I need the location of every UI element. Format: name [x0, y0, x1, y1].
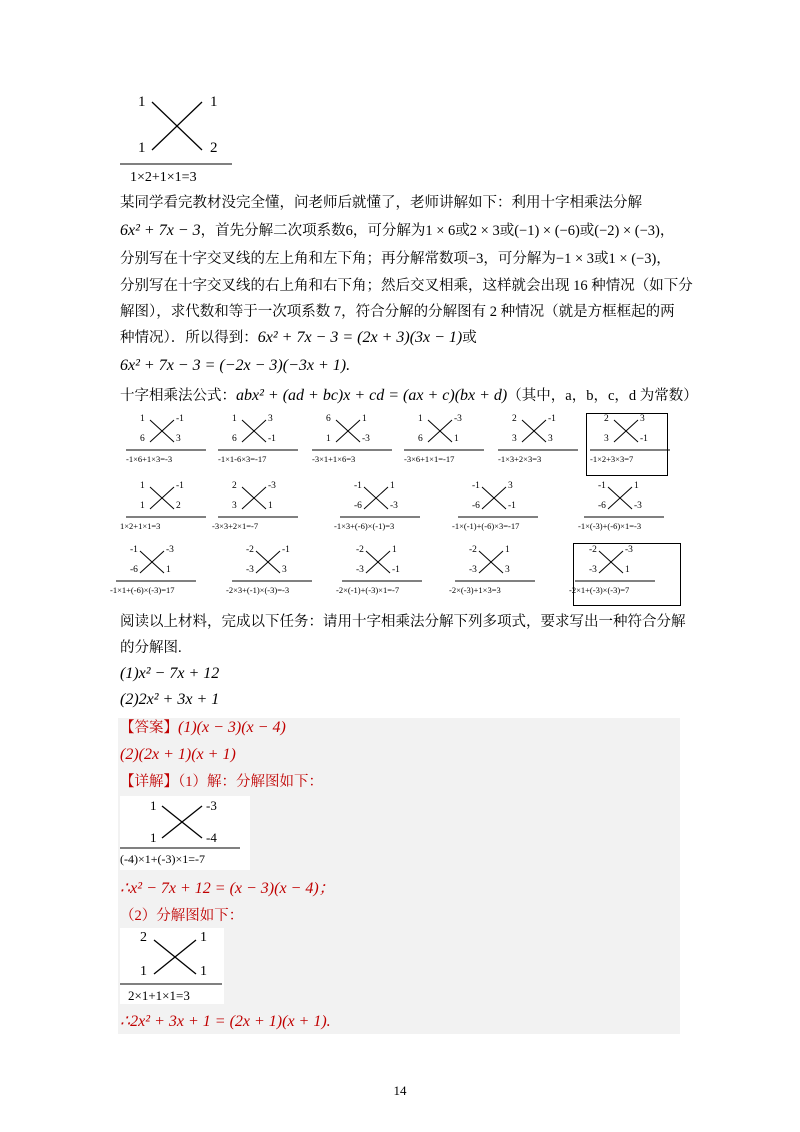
detail-result-1 — [120, 879, 335, 899]
grid-top-left: 1 — [140, 481, 145, 491]
grid-top-left: 6 — [326, 414, 331, 424]
grid-top-right: -3 — [625, 545, 633, 555]
para-line-6 — [120, 328, 477, 348]
grid-cross-diagram-14 — [336, 545, 437, 605]
grid-top-left: -2 — [469, 545, 477, 555]
grid-bottom-right: 3 — [548, 434, 553, 444]
grid-bottom-right: 3 — [176, 434, 181, 444]
grid-cross-diagram-13 — [226, 545, 327, 605]
factor-result-2: 6x² + 7x − 3 = (−2x − 3)(−3x + 1). — [120, 357, 351, 374]
detail-cross-diagram-1 — [120, 796, 250, 870]
grid-cross-diagram-9 — [334, 481, 435, 541]
grid-top-left: 1 — [418, 414, 423, 424]
cross-top-right: 1 — [210, 94, 218, 110]
grid-caption: -1×6+1×3=-3 — [126, 454, 173, 464]
grid-cross-diagram-8 — [212, 481, 313, 541]
grid-top-right: -3 — [454, 414, 462, 424]
grid-caption: -3×3+2×1=-7 — [212, 521, 259, 531]
grid-caption: -3×1+1×6=3 — [312, 454, 356, 464]
grid-caption: -2×1+(-3)×(-3)=7 — [569, 585, 630, 595]
grid-top-left: -2 — [246, 545, 254, 555]
grid-top-right: 1 — [505, 545, 510, 555]
grid-top-right: 3 — [268, 414, 273, 424]
grid-caption: -2×(-3)+1×3=3 — [449, 585, 501, 595]
grid-cross-lines — [126, 481, 221, 541]
grid-top-right: -1 — [282, 545, 290, 555]
grid-top-right: 1 — [390, 481, 395, 491]
grid-top-right: -1 — [548, 414, 556, 424]
grid-bottom-right: -1 — [640, 434, 648, 444]
grid-bottom-left: -3 — [589, 565, 597, 575]
grid-top-left: -1 — [354, 481, 362, 491]
grid-bottom-right: 3 — [505, 565, 510, 575]
d2-bottom-right: 1 — [200, 964, 207, 979]
grid-cross-lines — [404, 414, 499, 474]
grid-cross-diagram-2 — [218, 414, 313, 474]
grid-top-right: 1 — [392, 545, 397, 555]
grid-bottom-right: -1 — [392, 565, 400, 575]
para-line-2 — [120, 221, 674, 241]
grid-bottom-left: 6 — [232, 434, 237, 444]
factor-result-1: 6x² + 7x − 3 = (2x + 3)(3x − 1) — [257, 329, 463, 346]
formula-expression: abx² + (ad + bc)x + cd = (ax + c)(bx + d) — [236, 387, 508, 404]
grid-cross-diagram-10 — [452, 481, 553, 541]
grid-top-left: -1 — [598, 481, 606, 491]
grid-cross-lines — [126, 414, 221, 474]
grid-cross-lines — [218, 481, 313, 541]
grid-bottom-right: -1 — [508, 501, 516, 511]
detail-intro-2: （2）分解图如下： — [120, 908, 244, 924]
grid-bottom-left: -3 — [356, 565, 364, 575]
grid-caption: 1×2+1×1=3 — [120, 521, 161, 531]
grid-top-right: -1 — [176, 414, 184, 424]
grid-top-right: 3 — [640, 414, 645, 424]
grid-caption: -1×1+(-6)×(-3)=17 — [110, 585, 175, 595]
grid-cross-lines — [455, 545, 550, 605]
para-line-5: 解图），求代数和等于一次项系数 7，符合分解的分解图有 2 种情况（就是方框框起的两 — [120, 304, 675, 320]
formula-label: 十字相乘法公式： — [120, 388, 236, 404]
answer-1: (1)(x − 3)(x − 4) — [178, 719, 286, 736]
grid-caption: -1×2+3×3=7 — [590, 454, 634, 464]
grid-caption: -2×3+(-1)×(-3)=-3 — [226, 585, 290, 595]
grid-bottom-left: -6 — [472, 501, 480, 511]
grid-caption: -1×3+(-6)×(-1)=3 — [334, 521, 395, 531]
grid-cross-lines — [340, 481, 435, 541]
result-2-expression: ∴2x² + 3x + 1 = (2x + 1)(x + 1). — [120, 1013, 331, 1030]
grid-caption: -1×(-3)+(-6)×1=-3 — [578, 521, 642, 531]
cross-bottom-right: 2 — [210, 140, 218, 156]
grid-caption: -2×(-1)+(-3)×1=-7 — [336, 585, 400, 595]
d2-caption: 2×1+1×1=3 — [128, 988, 190, 1003]
grid-bottom-right: -3 — [634, 501, 642, 511]
detail-line — [120, 772, 323, 792]
grid-caption: -1×1-6×3=-17 — [218, 454, 267, 464]
grid-cross-lines — [342, 545, 437, 605]
grid-cross-lines — [584, 481, 679, 541]
grid-bottom-left: 1 — [140, 501, 145, 511]
detail-tag: 【详解】 — [120, 774, 178, 790]
grid-bottom-left: 3 — [604, 434, 609, 444]
para-line-1: 某同学看完教材没完全懂，问老师后就懂了，老师讲解如下：利用十字相乘法分解 — [120, 195, 642, 211]
grid-cross-lines — [458, 481, 553, 541]
grid-cross-diagram-11 — [578, 481, 679, 541]
grid-cross-lines — [116, 545, 211, 605]
d2-bottom-left: 1 — [140, 964, 147, 979]
para-line-3: 分别写在十字交叉线的左上角和左下角；再分解常数项−3，可分解为−1 × 3或1 × (−3)， — [120, 251, 671, 267]
grid-bottom-left: -6 — [598, 501, 606, 511]
grid-cross-diagram-3 — [312, 414, 407, 474]
result-1-expression: ∴x² − 7x + 12 = (x − 3)(x − 4)； — [120, 880, 335, 897]
para-line-2-text: ，首先分解二次项系数6，可分解为1 × 6或2 × 3或(−1) × (−6)或(−2) × (−3)， — [200, 223, 675, 239]
d1-bottom-right: -4 — [206, 830, 217, 845]
grid-top-right: -3 — [166, 545, 174, 555]
d1-bottom-left: 1 — [150, 830, 157, 845]
grid-top-left: 2 — [604, 414, 609, 424]
grid-top-left: 1 — [140, 414, 145, 424]
d1-top-left: 1 — [150, 798, 157, 813]
cross-top-left: 1 — [138, 94, 146, 110]
grid-bottom-right: 1 — [454, 434, 459, 444]
detail-result-2 — [120, 1012, 331, 1032]
grid-caption: -1×3+2×3=3 — [498, 454, 542, 464]
top-cross-diagram — [120, 88, 240, 188]
grid-bottom-right: 3 — [282, 565, 287, 575]
para-line-6-text: 种情况）．所以得到： — [120, 330, 258, 346]
grid-top-left: 1 — [232, 414, 237, 424]
grid-top-left: 2 — [232, 481, 237, 491]
page-number: 14 — [393, 1083, 407, 1098]
d1-caption: (-4)×1+(-3)×1=-7 — [120, 852, 206, 866]
question-2: (2)2x² + 3x + 1 — [120, 691, 220, 708]
grid-cross-lines — [312, 414, 407, 474]
detail-cross-diagram-2 — [120, 928, 224, 1004]
grid-bottom-left: -6 — [354, 501, 362, 511]
grid-cross-diagram-12 — [110, 545, 211, 605]
grid-cross-lines — [232, 545, 327, 605]
detail-intro: （1）解：分解图如下： — [178, 774, 323, 790]
grid-bottom-left: -6 — [130, 565, 138, 575]
formula-line — [120, 386, 698, 406]
grid-bottom-left: 6 — [418, 434, 423, 444]
grid-cross-diagram-7 — [120, 481, 221, 541]
question-1: (1)x² − 7x + 12 — [120, 665, 220, 682]
grid-bottom-left: -3 — [469, 565, 477, 575]
grid-cross-diagram-15 — [449, 545, 550, 605]
grid-cross-lines — [498, 414, 593, 474]
grid-bottom-right: -3 — [390, 501, 398, 511]
grid-caption: -3×6+1×1=-17 — [404, 454, 455, 464]
answer-tag: 【答案】 — [120, 720, 178, 736]
cross-caption: 1×2+1×1=3 — [130, 170, 197, 185]
answer-line-1 — [120, 718, 286, 738]
formula-note: （其中，a，b，c，d 为常数） — [507, 388, 698, 404]
d2-top-right: 1 — [200, 930, 207, 945]
grid-caption: -1×(-1)+(-6)×3=-17 — [452, 521, 520, 531]
para-line-6-or: 或 — [462, 330, 477, 346]
grid-top-right: 1 — [634, 481, 639, 491]
d1-top-right: -3 — [206, 798, 217, 813]
cross-bottom-left: 1 — [138, 140, 146, 156]
highlight-box-case-6 — [586, 413, 668, 476]
grid-top-left: 2 — [512, 414, 517, 424]
grid-bottom-right: 2 — [176, 501, 181, 511]
grid-bottom-right: 1 — [268, 501, 273, 511]
task-line-1: 阅读以上材料，完成以下任务：请用十字相乘法分解下列多项式，要求写出一种符合分解 — [120, 614, 686, 630]
grid-bottom-left: -3 — [246, 565, 254, 575]
grid-top-right: -1 — [176, 481, 184, 491]
expr-6x2-7x-3: 6x² + 7x − 3 — [120, 222, 201, 239]
grid-bottom-right: -3 — [362, 434, 370, 444]
grid-bottom-left: 3 — [232, 501, 237, 511]
highlight-box-case-16 — [573, 543, 681, 606]
grid-top-right: 1 — [362, 414, 367, 424]
grid-top-right: -3 — [268, 481, 276, 491]
grid-cross-diagram-1 — [126, 414, 221, 474]
grid-bottom-left: 1 — [326, 434, 331, 444]
grid-bottom-right: 1 — [625, 565, 630, 575]
task-line-2: 的分解图. — [120, 640, 182, 656]
grid-bottom-left: 6 — [140, 434, 145, 444]
grid-bottom-left: 3 — [512, 434, 517, 444]
grid-cross-lines — [218, 414, 313, 474]
grid-top-left: -1 — [130, 545, 138, 555]
answer-2: (2)(2x + 1)(x + 1) — [120, 746, 236, 763]
grid-cross-diagram-5 — [498, 414, 593, 474]
d2-top-left: 2 — [140, 930, 147, 945]
grid-bottom-right: 1 — [166, 565, 171, 575]
grid-top-left: -1 — [472, 481, 480, 491]
grid-top-left: -2 — [589, 545, 597, 555]
grid-top-left: -2 — [356, 545, 364, 555]
grid-cross-diagram-4 — [404, 414, 499, 474]
grid-top-right: 3 — [508, 481, 513, 491]
grid-bottom-right: -1 — [268, 434, 276, 444]
para-line-4: 分别写在十字交叉线的右上角和右下角；然后交叉相乘，这样就会出现 16 种情况（如下分 — [120, 278, 693, 294]
